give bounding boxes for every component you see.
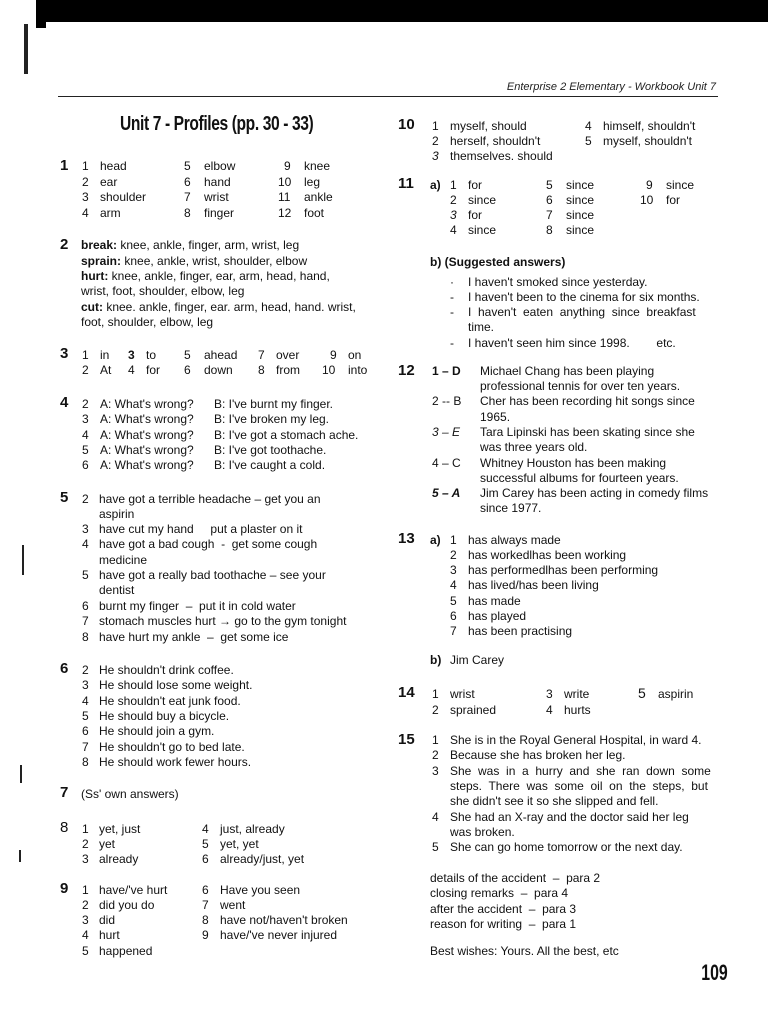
answer: At — [100, 363, 112, 377]
answer: 1965. — [480, 410, 511, 424]
item-number: 6 — [202, 883, 209, 897]
item-number: 5 — [450, 594, 457, 608]
item-number: 4 — [82, 694, 89, 708]
item-number: 6 — [82, 724, 89, 738]
answer: She had an X-ray and the doctor said her leg — [450, 810, 689, 824]
answer: finger — [204, 206, 235, 220]
item-number: 2 — [432, 748, 439, 762]
answer: since — [468, 223, 497, 237]
exercise-number: 6 — [60, 660, 69, 677]
page-number: 109 — [701, 960, 728, 985]
item-number: 1 — [432, 687, 439, 701]
answer: She can go home tomorrow or the next day. — [450, 840, 683, 854]
answer: happened — [99, 944, 153, 958]
answer: knee. ankle, finger, ear. arm, head, hand. wrist, — [103, 300, 356, 314]
answer: yet, just — [99, 822, 141, 836]
question: A: What's wrong? — [100, 412, 194, 426]
answer: on — [348, 348, 362, 362]
answer: Have you seen — [220, 883, 301, 897]
question: A: What's wrong? — [100, 397, 194, 411]
answer: She was in a hurry and she ran down some — [450, 764, 711, 778]
answer: since — [468, 193, 497, 207]
answer: arm — [100, 206, 121, 220]
answer: since — [566, 178, 595, 192]
answer: burnt my finger – put it in cold water — [99, 599, 296, 613]
item-number: 1 — [450, 178, 457, 192]
match-key: 2 -- B — [432, 394, 462, 408]
answer: Tara Lipinski has been skating since she — [480, 425, 695, 439]
item-number: 5 — [82, 443, 89, 457]
question: A: What's wrong? — [100, 458, 194, 472]
answer: yet, yet — [220, 837, 259, 851]
answer: for — [468, 178, 483, 192]
item-number: 1 — [82, 822, 89, 836]
bullet: - — [450, 336, 454, 350]
item-number: 5 — [184, 348, 191, 362]
part-label: a) — [430, 533, 441, 547]
item-number: 3 — [82, 522, 89, 536]
item-number: 6 — [184, 363, 191, 377]
item-number: 1 — [432, 119, 439, 133]
paragraph-match: closing remarks – para 4 — [430, 886, 569, 900]
item-number: 3 — [450, 563, 457, 577]
answer: have not/haven't broken — [220, 913, 348, 927]
item-number: 1 — [82, 883, 89, 897]
answer: elbow — [204, 159, 236, 173]
answer: Michael Chang has been playing — [480, 364, 655, 378]
answer: to — [146, 348, 157, 362]
answer: from — [276, 363, 300, 377]
paragraph-match: details of the accident – para 2 — [430, 871, 601, 885]
item-number: 3 — [82, 678, 89, 692]
answer: successful albums for fourteen years. — [480, 471, 679, 485]
answer: B: I've broken my leg. — [214, 412, 330, 426]
item-number: 3 — [432, 149, 439, 163]
answer: (Ss' own answers) — [81, 787, 179, 801]
item-number: 4 — [450, 578, 457, 592]
answer: did you do — [99, 898, 155, 912]
answer: I haven't been to the cinema for six months. — [468, 290, 700, 304]
item-number: 7 — [82, 740, 89, 754]
answer: wrist — [450, 687, 475, 701]
exercise-number: 5 — [60, 489, 69, 506]
paragraph-match: reason for writing – para 1 — [430, 917, 577, 931]
item-number: 1 — [450, 533, 457, 547]
answer: B: I've burnt my finger. — [214, 397, 334, 411]
match-key: 4 – C — [432, 456, 461, 470]
binding-mark — [24, 24, 28, 74]
item-number: 8 — [258, 363, 265, 377]
item-number: 3 — [82, 190, 89, 204]
answer: has always made — [468, 533, 561, 547]
match-key: 1 – D — [432, 364, 461, 378]
answer: Cher has been recording hit songs since — [480, 394, 695, 408]
item-number: 5 — [184, 159, 191, 173]
answer: have got a really bad toothache – see your — [99, 568, 326, 582]
answer: Jim Carey has been acting in comedy films — [480, 486, 709, 500]
answer: foot — [304, 206, 325, 220]
answer: professional tennis for over ten years. — [480, 379, 681, 393]
answer: in — [100, 348, 110, 362]
part-label: b) (Suggested answers) — [430, 255, 566, 269]
answer: already/just, yet — [220, 852, 305, 866]
answer: went — [220, 898, 246, 912]
exercise-number: 10 — [398, 116, 415, 133]
answer: was broken. — [450, 825, 515, 839]
answer: hurt — [99, 928, 120, 942]
answer: for — [666, 193, 681, 207]
item-number: 4 — [82, 206, 89, 220]
exercise-number: 3 — [60, 345, 69, 362]
item-number: 10 — [278, 175, 292, 189]
answer: I haven't eaten anything since breakfast — [468, 305, 696, 319]
exercise-number: 13 — [398, 530, 415, 547]
answer: B: I've got a stomach ache. — [214, 428, 359, 442]
answer: hurts — [564, 703, 591, 717]
item-number: 2 — [82, 663, 89, 677]
binding-mark — [22, 545, 24, 575]
top-bar-notch — [36, 22, 46, 28]
answer: have/'ve hurt — [99, 883, 168, 897]
answer: since — [566, 208, 595, 222]
answer: was three years old. — [480, 440, 588, 454]
binding-mark — [20, 765, 22, 783]
answer: He should join a gym. — [99, 724, 215, 738]
item-number: 5 — [432, 840, 439, 854]
answer: Jim Carey — [450, 653, 505, 667]
exercise-number: 9 — [60, 880, 69, 897]
answer: did — [99, 913, 116, 927]
answer: I haven't smoked since yesterday. — [468, 275, 648, 289]
item-number: 3 — [546, 687, 553, 701]
answer: over — [276, 348, 300, 362]
match-key: 5 – A — [432, 486, 461, 500]
item-number: 4 — [82, 537, 89, 551]
item-number: 5 — [202, 837, 209, 851]
answer: herself, shouldn't — [450, 134, 541, 148]
answer: just, already — [220, 822, 285, 836]
answer: write — [564, 687, 590, 701]
unit-title: Unit 7 - Profiles (pp. 30 - 33) — [120, 113, 314, 135]
answer: has lived/has been living — [468, 578, 599, 592]
item-number: 4 — [82, 928, 89, 942]
answer: stomach muscles hurt → go to the gym tonight — [99, 614, 347, 628]
item-number: 5 — [82, 944, 89, 958]
answer: into — [348, 363, 368, 377]
answer: head — [100, 159, 127, 173]
item-number: 4 — [128, 363, 135, 377]
item-number: 6 — [202, 852, 209, 866]
exercise-number: 1 — [60, 157, 69, 174]
answer: has made — [468, 594, 521, 608]
item-number: 2 — [82, 898, 89, 912]
item-number: 8 — [184, 206, 191, 220]
keyword: sprain: — [81, 254, 122, 268]
answer: He should buy a bicycle. — [99, 709, 230, 723]
answer: already — [99, 852, 139, 866]
item-number: 10 — [640, 193, 654, 207]
answer: ear — [100, 175, 118, 189]
answer: ankle — [304, 190, 333, 204]
answer: she didn't see it so she slipped and fell. — [450, 794, 659, 808]
answer: since — [566, 193, 595, 207]
answer: steps. There was some oil on the steps, but — [450, 779, 708, 793]
answer: B: I've caught a cold. — [214, 458, 326, 472]
answer: Whitney Houston has been making — [480, 456, 667, 470]
answer: have got a terrible headache – get you an — [99, 492, 321, 506]
answer: have cut my hand put a plaster on it — [99, 522, 303, 536]
exercise-number: 14 — [398, 684, 415, 701]
item-number: 12 — [278, 206, 292, 220]
item-number: 8 — [82, 755, 89, 769]
bullet: - — [450, 290, 454, 304]
answer: hand — [204, 175, 231, 189]
item-number: 2 — [82, 492, 89, 506]
item-number: 2 — [82, 837, 89, 851]
item-number: 9 — [284, 159, 291, 173]
item-number: 3 — [82, 412, 89, 426]
keyword: hurt: — [81, 269, 109, 283]
item-number: 4 — [585, 119, 592, 133]
item-number: 3 — [128, 348, 135, 362]
item-number: 2 — [450, 548, 457, 562]
item-number: 8 — [82, 630, 89, 644]
closing-phrases: Best wishes: Yours. All the best, etc — [430, 944, 619, 958]
keyword: break: — [81, 238, 118, 252]
answer: foot, shoulder, elbow, leg — [81, 315, 214, 329]
answer: She is in the Royal General Hospital, in ward 4. — [450, 733, 702, 747]
answer: ahead — [204, 348, 238, 362]
item-number: 3 — [82, 852, 89, 866]
answer: himself, shouldn't — [603, 119, 696, 133]
exercise-number: 15 — [398, 731, 415, 748]
answer: He should work fewer hours. — [99, 755, 252, 769]
part-label: a) — [430, 178, 441, 192]
answer: knee, ankle, finger, ear, arm, head, hand, — [108, 269, 330, 283]
item-number: 4 — [546, 703, 553, 717]
bullet: - — [450, 305, 454, 319]
header-rule — [58, 96, 718, 97]
item-number: 6 — [450, 609, 457, 623]
exercise-number: 12 — [398, 362, 415, 379]
answer: for — [146, 363, 161, 377]
answer: myself, shouldn't — [603, 134, 692, 148]
question: A: What's wrong? — [100, 428, 194, 442]
item-number: 10 — [322, 363, 336, 377]
item-number: 2 — [450, 193, 457, 207]
item-number: 7 — [82, 614, 89, 628]
answer: knee, ankle, wrist, shoulder, elbow — [121, 254, 308, 268]
answer: for — [468, 208, 483, 222]
answer: medicine — [99, 553, 148, 567]
answer: has workedlhas been working — [468, 548, 627, 562]
answer: since 1977. — [480, 501, 542, 515]
bullet: · — [450, 275, 454, 289]
answer: have hurt my ankle – get some ice — [99, 630, 289, 644]
answer: He shouldn't go to bed late. — [99, 740, 245, 754]
item-number: 6 — [82, 458, 89, 472]
exercise-number: 11 — [398, 175, 414, 192]
item-number: 7 — [258, 348, 265, 362]
answer: down — [204, 363, 233, 377]
item-number: 5 — [546, 178, 553, 192]
item-number: 4 — [82, 428, 89, 442]
answer: knee, ankle, finger, arm, wrist, leg — [117, 238, 300, 252]
answer: has played — [468, 609, 527, 623]
item-number: 1 — [82, 348, 89, 362]
answer: has performedlhas been performing — [468, 563, 659, 577]
item-number: 2 — [82, 363, 89, 377]
answer: He should lose some weight. — [99, 678, 253, 692]
item-number: 6 — [546, 193, 553, 207]
answer: shoulder — [100, 190, 147, 204]
answer: has been practising — [468, 624, 573, 638]
answer: He shouldn't eat junk food. — [99, 694, 241, 708]
answer: themselves. should — [450, 149, 553, 163]
item-number: 9 — [646, 178, 653, 192]
item-number: 6 — [82, 599, 89, 613]
item-number: 5 — [82, 709, 89, 723]
answer: yet — [99, 837, 116, 851]
running-head: Enterprise 2 Elementary - Workbook Unit 7 — [506, 81, 716, 93]
binding-mark — [19, 850, 21, 862]
item-number: 5 — [585, 134, 592, 148]
item-number: 4 — [432, 810, 439, 824]
answer: dentist — [99, 583, 135, 597]
answer: myself, should — [450, 119, 527, 133]
item-number: 2 — [432, 134, 439, 148]
item-number: 9 — [202, 928, 209, 942]
answer: He shouldn't drink coffee. — [99, 663, 234, 677]
paragraph-match: after the accident – para 3 — [430, 902, 577, 916]
answer: leg — [304, 175, 321, 189]
answer: I haven't seen him since 1998. etc. — [468, 336, 676, 350]
exercise-number: 2 — [60, 236, 69, 253]
item-number: 3 — [450, 208, 457, 222]
question: A: What's wrong? — [100, 443, 194, 457]
answer: sprained — [450, 703, 497, 717]
item-number: 5 — [82, 568, 89, 582]
item-number: 8 — [546, 223, 553, 237]
keyword: cut: — [81, 300, 103, 314]
exercise-number: 7 — [60, 784, 69, 801]
exercise-number: 4 — [60, 394, 69, 411]
item-number: 7 — [202, 898, 209, 912]
answer: since — [666, 178, 695, 192]
answer: have got a bad cough - get some cough — [99, 537, 318, 551]
item-number: 2 — [82, 175, 89, 189]
answer: B: I've got toothache. — [214, 443, 327, 457]
answer: knee — [304, 159, 331, 173]
answer: have/'ve never injured — [220, 928, 338, 942]
item-number: 7 — [450, 624, 457, 638]
answer: since — [566, 223, 595, 237]
item-number: 7 — [184, 190, 191, 204]
item-number: 4 — [450, 223, 457, 237]
item-number: 6 — [184, 175, 191, 189]
top-black-bar — [36, 0, 768, 22]
item-number: 2 — [82, 397, 89, 411]
item-number: 1 — [432, 733, 439, 747]
item-number: 7 — [546, 208, 553, 222]
answer: aspirin — [99, 507, 135, 521]
part-label: b) — [430, 653, 442, 667]
answer: time. — [468, 320, 495, 334]
answer: wrist, foot, shoulder, elbow, leg — [81, 284, 245, 298]
item-number: 5 — [638, 685, 646, 701]
item-number: 1 — [82, 159, 89, 173]
match-key: 3 – E — [432, 425, 461, 439]
exercise-number: 8 — [60, 819, 69, 836]
item-number: 9 — [330, 348, 337, 362]
item-number: 4 — [202, 822, 209, 836]
answer: Because she has broken her leg. — [450, 748, 626, 762]
answer: aspirin — [658, 687, 694, 701]
item-number: 11 — [278, 190, 291, 204]
item-number: 3 — [82, 913, 89, 927]
item-number: 3 — [432, 764, 439, 778]
item-number: 2 — [432, 703, 439, 717]
item-number: 8 — [202, 913, 209, 927]
answer: wrist — [204, 190, 229, 204]
